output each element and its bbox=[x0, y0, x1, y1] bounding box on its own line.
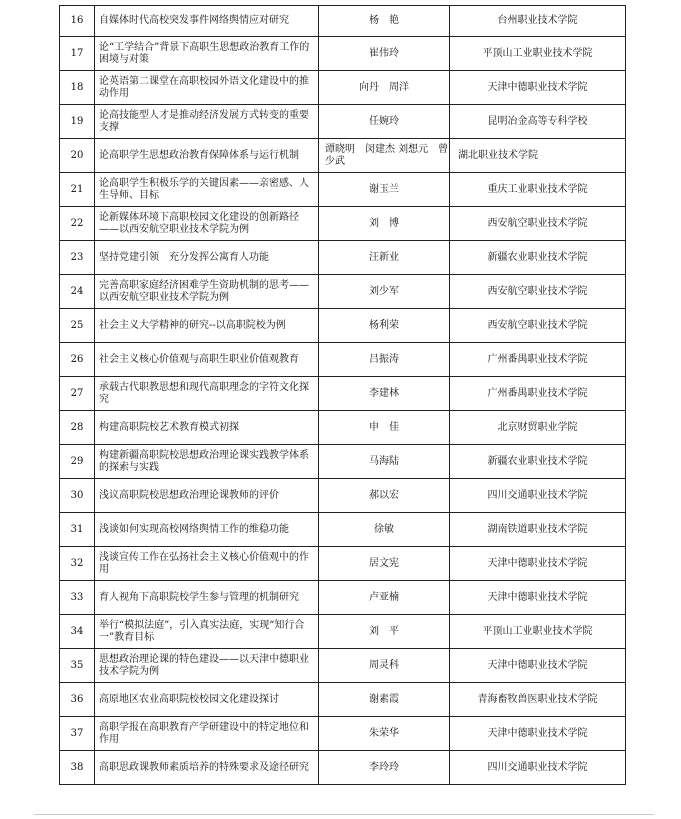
table-row bbox=[60, 207, 626, 241]
school-name: 台州职业技术学院 bbox=[450, 6, 626, 37]
school-name: 平顶山工业职业技术学院 bbox=[450, 615, 626, 649]
table-row bbox=[60, 173, 626, 207]
row-number: 31 bbox=[60, 513, 95, 547]
paper-title: 论英语第二课堂在高职校园外语文化建设中的推动作用 bbox=[95, 71, 319, 105]
author-name: 谢玉兰 bbox=[319, 173, 450, 207]
row-number: 21 bbox=[60, 173, 95, 207]
school-name: 四川交通职业技术学院 bbox=[450, 479, 626, 513]
author-name: 崔伟玲 bbox=[319, 37, 450, 71]
school-name: 天津中德职业技术学院 bbox=[450, 547, 626, 581]
row-number: 20 bbox=[60, 139, 95, 173]
paper-title: 浅议高职院校思想政治理论课教师的评价 bbox=[95, 479, 319, 513]
author-name: 刘 博 bbox=[319, 207, 450, 241]
paper-title: 育人视角下高职院校学生参与管理的机制研究 bbox=[95, 581, 319, 615]
row-number: 30 bbox=[60, 479, 95, 513]
school-name: 西安航空职业技术学院 bbox=[450, 207, 626, 241]
row-number: 26 bbox=[60, 343, 95, 377]
author-name: 任婉玲 bbox=[319, 105, 450, 139]
table-row bbox=[60, 309, 626, 343]
award-list-table bbox=[59, 5, 626, 785]
paper-title: 社会主义核心价值观与高职生职业价值观教育 bbox=[95, 343, 319, 377]
table-body bbox=[60, 6, 626, 785]
author-name: 申 佳 bbox=[319, 411, 450, 445]
table-row bbox=[60, 649, 626, 683]
table-row bbox=[60, 683, 626, 717]
author-name: 吕振涛 bbox=[319, 343, 450, 377]
row-number: 16 bbox=[60, 6, 95, 37]
paper-title: 浅谈宣传工作在弘扬社会主义核心价值观中的作用 bbox=[95, 547, 319, 581]
author-name: 杨 艳 bbox=[319, 6, 450, 37]
paper-title: 社会主义大学精神的研究--以高职院校为例 bbox=[95, 309, 319, 343]
paper-title: 论高职学生积极乐学的关键因素——亲密感、人生导师、目标 bbox=[95, 173, 319, 207]
school-name: 西安航空职业技术学院 bbox=[450, 275, 626, 309]
paper-title: 完善高职家庭经济困难学生资助机制的思考——以西安航空职业技术学院为例 bbox=[95, 275, 319, 309]
table-row bbox=[60, 615, 626, 649]
author-name: 刘少军 bbox=[319, 275, 450, 309]
school-name: 天津中德职业技术学院 bbox=[450, 649, 626, 683]
school-name: 青海畜牧兽医职业技术学院 bbox=[450, 683, 626, 717]
school-name: 新疆农业职业技术学院 bbox=[450, 445, 626, 479]
author-name: 徐敏 bbox=[319, 513, 450, 547]
table-row bbox=[60, 445, 626, 479]
table-row bbox=[60, 377, 626, 411]
paper-title: 思想政治理论课的特色建设——以天津中德职业技术学院为例 bbox=[95, 649, 319, 683]
paper-title: 构建新疆高职院校思想政治理论课实践教学体系的探索与实践 bbox=[95, 445, 319, 479]
paper-title: 论高职学生思想政治教育保障体系与运行机制 bbox=[95, 139, 319, 173]
row-number: 34 bbox=[60, 615, 95, 649]
table-row bbox=[60, 105, 626, 139]
paper-title: 承载古代职教思想和现代高职理念的字符文化探究 bbox=[95, 377, 319, 411]
school-name: 天津中德职业技术学院 bbox=[450, 71, 626, 105]
table-row bbox=[60, 751, 626, 785]
row-number: 17 bbox=[60, 37, 95, 71]
row-number: 22 bbox=[60, 207, 95, 241]
table-row bbox=[60, 581, 626, 615]
author-name: 汪新业 bbox=[319, 241, 450, 275]
page-bottom-rule bbox=[34, 814, 654, 815]
row-number: 18 bbox=[60, 71, 95, 105]
author-name: 卢亚楠 bbox=[319, 581, 450, 615]
table-row bbox=[60, 343, 626, 377]
table-row bbox=[60, 479, 626, 513]
school-name: 湖南铁道职业技术学院 bbox=[450, 513, 626, 547]
row-number: 24 bbox=[60, 275, 95, 309]
table-row bbox=[60, 37, 626, 71]
row-number: 27 bbox=[60, 377, 95, 411]
table-row bbox=[60, 547, 626, 581]
table-row bbox=[60, 513, 626, 547]
row-number: 29 bbox=[60, 445, 95, 479]
school-name: 广州番禺职业技术学院 bbox=[450, 377, 626, 411]
row-number: 36 bbox=[60, 683, 95, 717]
school-name: 湖北职业技术学院 bbox=[450, 139, 626, 173]
table-row bbox=[60, 717, 626, 751]
row-number: 35 bbox=[60, 649, 95, 683]
school-name: 平顶山工业职业技术学院 bbox=[450, 37, 626, 71]
row-number: 33 bbox=[60, 581, 95, 615]
author-name: 杨利荣 bbox=[319, 309, 450, 343]
school-name: 重庆工业职业技术学院 bbox=[450, 173, 626, 207]
row-number: 28 bbox=[60, 411, 95, 445]
table-row bbox=[60, 6, 626, 37]
author-name: 向丹 周洋 bbox=[319, 71, 450, 105]
school-name: 西安航空职业技术学院 bbox=[450, 309, 626, 343]
paper-title: 构建高职院校艺术教育模式初探 bbox=[95, 411, 319, 445]
paper-title: 论高技能型人才是推动经济发展方式转变的重要支撑 bbox=[95, 105, 319, 139]
author-name: 周灵科 bbox=[319, 649, 450, 683]
paper-title: 举行“模拟法庭”，引入真实法庭，实现“知行合一”教育目标 bbox=[95, 615, 319, 649]
school-name: 广州番禺职业技术学院 bbox=[450, 343, 626, 377]
row-number: 19 bbox=[60, 105, 95, 139]
paper-title: 高职思政课教师素质培养的特殊要求及途径研究 bbox=[95, 751, 319, 785]
row-number: 32 bbox=[60, 547, 95, 581]
row-number: 38 bbox=[60, 751, 95, 785]
author-name: 谭晓明 闵建杰 刘想元 曾少武 bbox=[319, 139, 450, 173]
table-row bbox=[60, 71, 626, 105]
table-row bbox=[60, 275, 626, 309]
author-name: 谢素霞 bbox=[319, 683, 450, 717]
paper-title: 论“工学结合”背景下高职生思想政治教育工作的困境与对策 bbox=[95, 37, 319, 71]
school-name: 昆明冶金高等专科学校 bbox=[450, 105, 626, 139]
paper-title: 高原地区农业高职院校校园文化建设探讨 bbox=[95, 683, 319, 717]
author-name: 刘 平 bbox=[319, 615, 450, 649]
table-row bbox=[60, 241, 626, 275]
school-name: 天津中德职业技术学院 bbox=[450, 581, 626, 615]
paper-title: 浅谈如何实现高校网络舆情工作的维稳功能 bbox=[95, 513, 319, 547]
paper-title: 自媒体时代高校突发事件网络舆情应对研究 bbox=[95, 6, 319, 37]
author-name: 居文宪 bbox=[319, 547, 450, 581]
row-number: 23 bbox=[60, 241, 95, 275]
author-name: 郝以宏 bbox=[319, 479, 450, 513]
school-name: 天津中德职业技术学院 bbox=[450, 717, 626, 751]
author-name: 朱荣华 bbox=[319, 717, 450, 751]
author-name: 李玲玲 bbox=[319, 751, 450, 785]
paper-title: 论新媒体环境下高职校园文化建设的创新路径——以西安航空职业技术学院为例 bbox=[95, 207, 319, 241]
school-name: 北京财贸职业学院 bbox=[450, 411, 626, 445]
author-name: 马海陆 bbox=[319, 445, 450, 479]
school-name: 新疆农业职业技术学院 bbox=[450, 241, 626, 275]
author-name: 李建林 bbox=[319, 377, 450, 411]
paper-title: 高职学报在高职教育产学研建设中的特定地位和作用 bbox=[95, 717, 319, 751]
table-row bbox=[60, 411, 626, 445]
school-name: 四川交通职业技术学院 bbox=[450, 751, 626, 785]
table-row bbox=[60, 139, 626, 173]
row-number: 37 bbox=[60, 717, 95, 751]
row-number: 25 bbox=[60, 309, 95, 343]
paper-title: 坚持党建引领 充分发挥公寓育人功能 bbox=[95, 241, 319, 275]
